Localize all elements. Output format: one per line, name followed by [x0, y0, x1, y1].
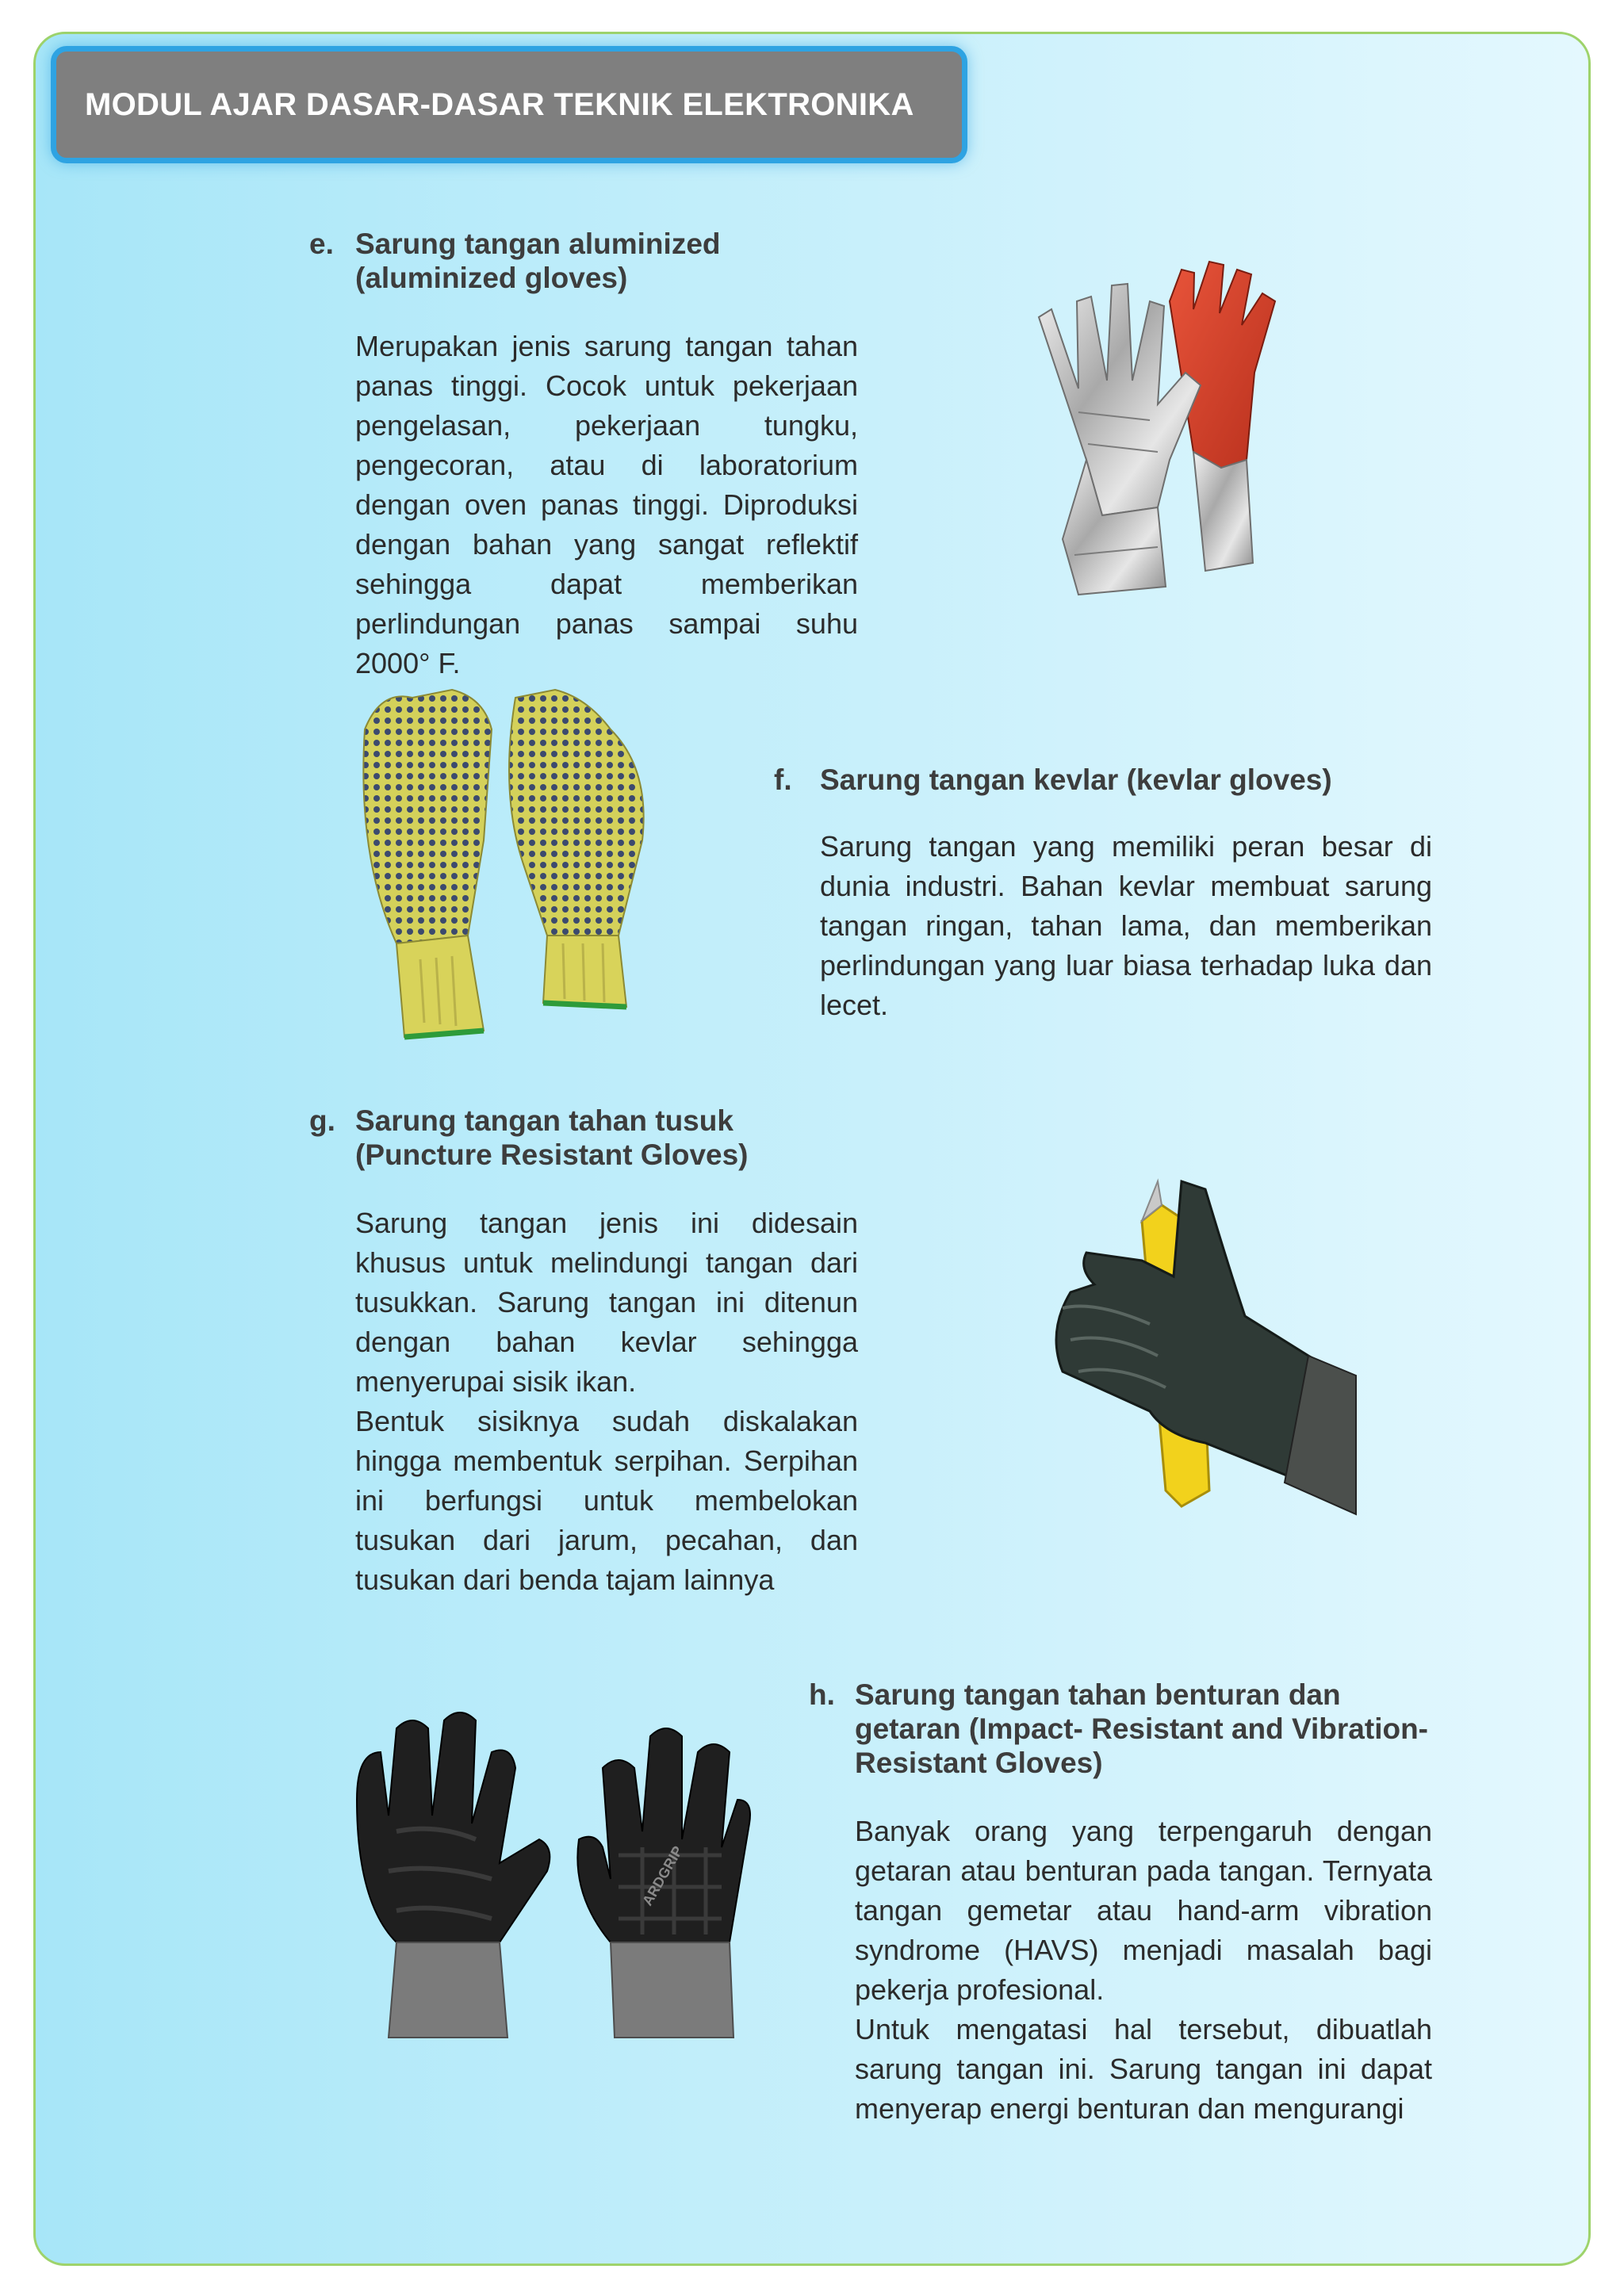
section-body — [355, 327, 858, 683]
puncture-glove-illustration — [1047, 1173, 1364, 1522]
section-aluminized-gloves — [309, 227, 858, 683]
section-title: Sarung tangan kevlar (kevlar gloves) — [820, 763, 1332, 796]
paragraph: Banyak orang yang terpengaruh dengan getaran atau benturan pada tangan. Ternyata tangan gemetar atau hand-arm vibration syndrome (HAVS) menjadi masalah bagi pekerja profesional. — [855, 1815, 1432, 2006]
impact-glove-brand: ARDGRIP — [639, 1843, 686, 1908]
paragraph: Merupakan jenis sarung tangan tahan panas tinggi. Cocok untuk pekerjaan pengelasan, pekerjaan tungku, pengecoran, atau di laboratorium dengan oven panas tinggi. Diproduksi dengan bahan yang sangat reflektif sehingga dapat memberikan perlindungan panas sampai suhu 2000° F. — [355, 330, 858, 679]
section-body — [855, 1812, 1432, 2129]
section-title: Sarung tangan tahan benturan dan getaran (Impact- Resistant and Vibration-Resistant Gloves) — [855, 1678, 1428, 1779]
section-heading — [809, 1678, 1432, 1780]
paragraph: Sarung tangan jenis ini didesain khusus untuk melindungi tangan dari tusukkan. Sarung tangan ini ditenun dengan bahan kevlar sehingga menyerupai sisik ikan. — [355, 1207, 858, 1398]
section-letter: g. — [309, 1104, 335, 1137]
impact-gloves-illustration — [341, 1705, 761, 2069]
kevlar-gloves-illustration — [349, 682, 682, 1062]
paragraph: Bentuk sisiknya sudah diskalakan hingga membentuk serpihan. Serpihan ini berfungsi untuk membelokan tusukan dari jarum, pecahan, dan tusukan dari benda tajam lainnya — [355, 1405, 858, 1596]
section-puncture-resistant-gloves — [309, 1104, 858, 1600]
section-heading — [774, 763, 1432, 797]
paragraph: Untuk mengatasi hal tersebut, dibuatlah sarung tangan ini. Sarung tangan ini dapat menyerap energi benturan dan mengurangi — [855, 2013, 1432, 2125]
kevlar-gloves-image — [349, 682, 682, 1062]
section-title: Sarung tangan aluminized (aluminized gloves) — [355, 228, 721, 294]
section-impact-vibration-gloves — [809, 1678, 1432, 2129]
section-kevlar-gloves — [774, 763, 1432, 1025]
module-title: MODUL AJAR DASAR-DASAR TEKNIK ELEKTRONIKA — [85, 86, 914, 122]
aluminized-gloves-image — [1031, 254, 1332, 603]
section-heading — [309, 1104, 858, 1172]
section-letter: f. — [774, 763, 792, 796]
section-body — [355, 1203, 858, 1600]
section-body — [820, 827, 1432, 1025]
section-letter: e. — [309, 228, 334, 260]
section-heading — [309, 227, 858, 295]
section-letter: h. — [809, 1678, 835, 1711]
section-title: Sarung tangan tahan tusuk (Puncture Resistant Gloves) — [355, 1104, 749, 1171]
paragraph: Sarung tangan yang memiliki peran besar di dunia industri. Bahan kevlar membuat sarung tangan ringan, tahan lama, dan memberikan perlindungan yang luar biasa terhadap luka dan lecet. — [820, 830, 1432, 1021]
aluminized-gloves-illustration — [1031, 254, 1332, 603]
header-banner — [51, 46, 967, 163]
puncture-gloves-image — [1047, 1173, 1364, 1522]
impact-gloves-image — [341, 1705, 761, 2069]
